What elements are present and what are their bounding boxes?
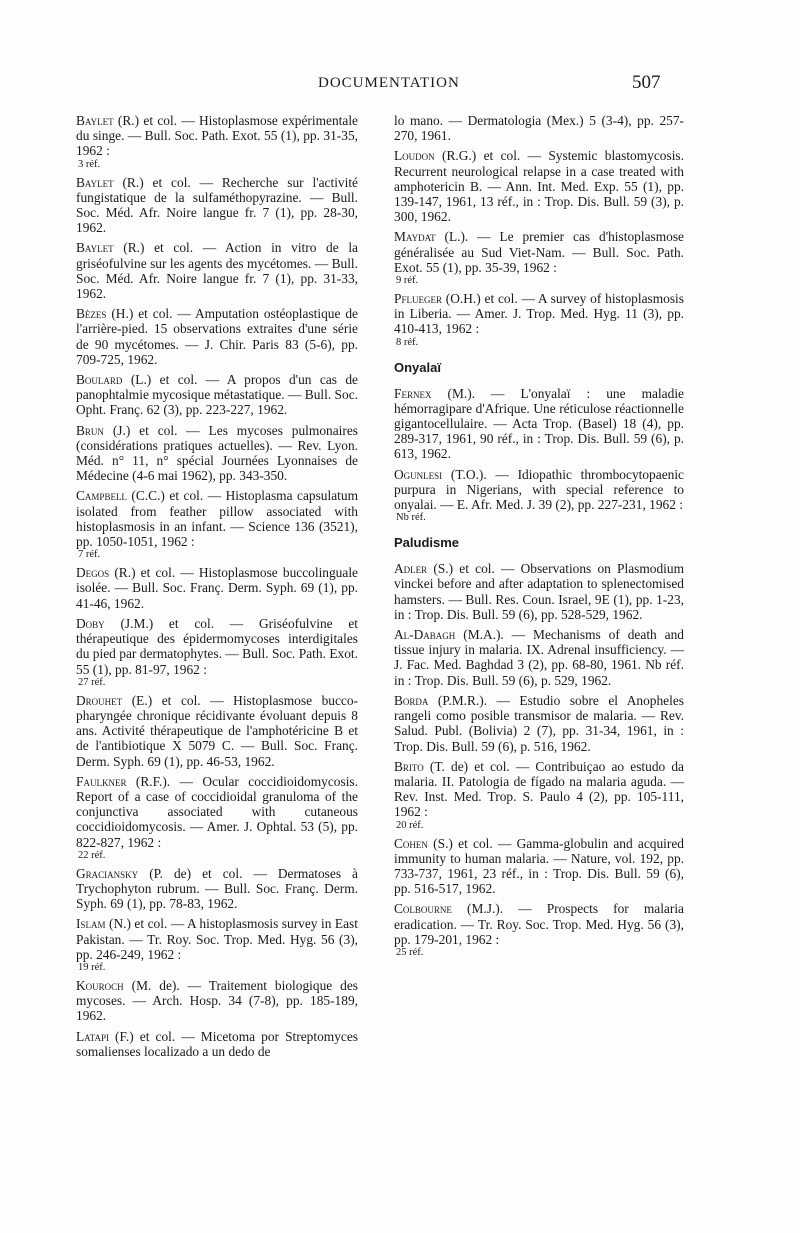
reference-count: 7 réf. [78, 549, 101, 561]
entry-text: (L.). — Le premier cas d'histoplasmose généralisée au Sud Viet-Nam. — Bull. Soc. Path. Exot. 55 (1), pp. 35-39, 1962 : [394, 229, 684, 275]
reference-count: 22 réf. [78, 849, 106, 861]
author-name: Kouroch [76, 977, 124, 993]
entry-text: (J.) et col. — Les mycoses pulmonaires (considérations pratiques actuelles). — Rev. Lyon. Méd. n° 11, n° spécial Journées Lyonnaises de Médecine (4-6 mai 1962), pp. 343-350. [76, 422, 358, 484]
author-name: Maydat [394, 229, 436, 245]
entry-text: (M.J.). — Prospects for malaria eradication. — Tr. Roy. Soc. Trop. Med. Hyg. 56 (3), pp. 179-201, 1962 : [394, 901, 684, 947]
entry-text: (T.O.). — Idiopathic thrombocytopaenic purpura in Nigerians, with special reference to onyalai. — E. Afr. Med. J. 39 (2), pp. 227-231, 1962 : [394, 466, 684, 513]
bibliography-entry [76, 565, 358, 611]
author-name: Faulkner [76, 773, 127, 789]
entry-text: (R.) et col. — Action in vitro de la griséofulvine sur les agents des mycétomes. — Bull. Soc. Méd. Afr. Noire langue fr. 7 (1), pp. 31-33, 1962. [76, 240, 358, 302]
author-name: Graciansky [76, 865, 139, 881]
author-name: Bèzes [76, 306, 107, 322]
author-name: Baylet [76, 240, 114, 256]
section-heading-onyalai: Onyalaï [394, 359, 441, 375]
bibliography-entry [76, 1029, 358, 1059]
reference-count: 27 réf. [78, 676, 106, 688]
author-name: Colbourne [394, 901, 452, 917]
entry-text: (N.) et col. — A histoplasmosis survey in East Pakistan. — Tr. Roy. Soc. Trop. Med. Hyg. 56 (3), pp. 246-249, 1962 : [76, 916, 358, 962]
entry-text: (T. de) et col. — Contribuiçao ao estudo da malaria. II. Patologia de fígado na malaria aguda. — Rev. Inst. Med. Trop. S. Paulo 4 (2), pp. 105-111, 1962 : [394, 758, 684, 820]
author-name: Drouhet [76, 692, 123, 708]
bibliography-entry [76, 978, 358, 1024]
author-name: Islam [76, 916, 106, 932]
left-column [76, 113, 358, 1064]
bibliography-entry [76, 240, 358, 301]
bibliography-entry [394, 901, 684, 958]
bibliography-entry [394, 386, 684, 462]
entry-text: (C.C.) et col. — Histoplasma capsulatum isolated from feather pillow associated with histoplasmosis in an infant. — Science 136 (3521), pp. 1050-1051, 1962 : [76, 488, 358, 550]
author-name: Baylet [76, 174, 114, 190]
page-header [0, 72, 800, 96]
author-name: Brito [394, 758, 424, 774]
author-name: Ogunlesi [394, 466, 443, 482]
bibliography-entry [76, 306, 358, 367]
bibliography-entry [394, 693, 684, 754]
author-name: Fernex [394, 385, 432, 401]
bibliography-entry [76, 113, 358, 170]
bibliography-entry [394, 291, 684, 348]
entry-text: (E.) et col. — Histoplasmose bucco-pharyngée chronique récidivante évoluant depuis 8 ans. Activité thérapeutique de l'amphotéricine B et de l'antibiotique X 5079 C. — Bull. Soc. Franç. Derm. Syph. 69 (1), pp. 46-53, 1962. [76, 692, 358, 769]
author-name: Brun [76, 422, 104, 438]
bibliography-entry [76, 423, 358, 484]
entry-text: (R.) et col. — Recherche sur l'activité fungistatique de la sulfaméthopyrazine. — Bull. Soc. Méd. Afr. Noire langue fr. 7 (1), pp. 28-30, 1962. [76, 174, 358, 236]
entry-text: (P. de) et col. — Dermatoses à Trychophyton rubrum. — Bull. Soc. Franç. Derm. Syph. 69 (1), pp. 78-83, 1962. [76, 865, 358, 912]
author-name: Doby [76, 615, 105, 631]
bibliography-entry [394, 759, 684, 831]
author-name: Baylet [76, 113, 114, 128]
entry-text: (R.F.). — Ocular coccidioidomycosis. Report of a case of coccidioidal granuloma of the conjunctiva associated with cutaneous coccidioidomycosis. — Amer. J. Ophtal. 53 (5), pp. 822-827, 1962 : [76, 773, 358, 850]
author-name: Loudon [394, 148, 435, 164]
bibliography-entry [394, 148, 684, 224]
bibliography-entry [76, 774, 358, 861]
bibliography-entry [394, 229, 684, 286]
author-name: Boulard [76, 372, 123, 388]
reference-count: 8 réf. [396, 336, 419, 348]
entry-text: (H.) et col. — Amputation ostéoplastique de l'arrière-pied. 15 observations extraites d'une série de 90 mycétomes. — J. Chir. Paris 83 (5-6), pp. 709-725, 1962. [76, 306, 358, 367]
reference-count: 19 réf. [78, 961, 106, 973]
entry-text: (M.A.). — Mechanisms of death and tissue injury in malaria. IX. Adrenal insufficiency. — J. Fac. Med. Baghdad 3 (2), pp. 68-80, 1961. Nb réf. in : Trop. Dis. Bull. 59 (6), p. 529, 1962. [394, 627, 684, 688]
bibliography-entry [76, 916, 358, 973]
entry-text: (M. de). — Traitement biologique des mycoses. — Arch. Hosp. 34 (7-8), pp. 185-189, 1962. [76, 977, 358, 1024]
entry-text: (R.) et col. — Histoplasmose buccolinguale isolée. — Bull. Soc. Franç. Derm. Syph. 69 (1), pp. 41-46, 1962. [76, 565, 358, 611]
bibliography-entry [394, 836, 684, 897]
section-heading-paludisme: Paludisme [394, 535, 460, 551]
entry-text: (S.) et col. — Observations on Plasmodium vinckei before and after adaptation to splenectomised hamsters. — Bull. Res. Coun. Israel, 9E (1), pp. 1-23, in : Trop. Dis. Bull. 59 (6), pp. 528-529, 1962. [394, 561, 684, 622]
author-name: Campbell [76, 488, 127, 504]
entry-text: (O.H.) et col. — A survey of histoplasmosis in Liberia. — Amer. J. Trop. Med. Hyg. 11 (3), pp. 410-413, 1962 : [394, 291, 684, 337]
author-name: Latapi [76, 1028, 109, 1044]
right-column [394, 113, 684, 963]
entry-text: (S.) et col. — Gamma-globulin and acquired immunity to human malaria. — Nature, vol. 192, pp. 733-737, 1961, 23 réf., in : Trop. Dis. Bull. 59 (6), pp. 516-517, 1962. [394, 835, 684, 897]
entry-text: (M.). — L'onyalaï : une maladie hémorragipare d'Afrique. Une réticulose réactionnelle gigantocellulaire. — Acta Trop. (Basel) 18 (4), pp. 289-317, 1961, 90 réf., in : Trop. Dis. Bull. 59 (6), p. 613, 1962. [394, 385, 684, 462]
bibliography-entry [76, 693, 358, 769]
bibliography-entry [76, 372, 358, 418]
reference-count: Nb réf. [396, 512, 426, 524]
bibliography-entry [76, 866, 358, 912]
running-title: DOCUMENTATION [318, 75, 460, 91]
reference-count: 25 réf. [396, 946, 424, 958]
entry-text: lo mano. — Dermatologia (Mex.) 5 (3-4), pp. 257-270, 1961. [394, 113, 684, 144]
author-name: Borda [394, 692, 429, 708]
bibliography-entry [76, 175, 358, 236]
entry-text: (J.M.) et col. — Griséofulvine et thérapeutique des épidermomycoses interdigitales du pied par dermatophytes. — Bull. Soc. Path. Exot. 55 (1), pp. 81-97, 1962 : [76, 615, 358, 677]
bibliography-entry [76, 616, 358, 688]
entry-text: (R.G.) et col. — Systemic blastomycosis. Recurrent neurological relapse in a case treated with amphotericin B. — Ann. Int. Med. Exp. 55 (1), pp. 139-147, 1961, 13 réf., in : Trop. Dis. Bull. 59 (3), p. 300, 1962. [394, 148, 684, 225]
author-name: Pflueger [394, 291, 442, 307]
entry-text: (F.) et col. — Micetoma por Streptomyces somalienses localizado a un dedo de [76, 1028, 358, 1059]
bibliography-entry [394, 113, 684, 143]
bibliography-entry [76, 488, 358, 560]
author-name: Adler [394, 561, 428, 577]
bibliography-entry [394, 627, 684, 688]
entry-text: (P.M.R.). — Estudio sobre el Anopheles rangeli como posible transmisor de malaria. — Rev. Salud. Publ. (Bolivia) 2 (7), pp. 31-34, 1961, in : Trop. Dis. Bull. 59 (6), p. 516, 1962. [394, 692, 684, 754]
entry-text: (L.) et col. — A propos d'un cas de panophtalmie mycosique métastatique. — Bull. Soc. Opht. Franç. 62 (3), pp. 223-227, 1962. [76, 372, 358, 418]
author-name: Al-Dabagh [394, 627, 456, 643]
entry-text: (R.) et col. — Histoplasmose expérimentale du singe. — Bull. Soc. Path. Exot. 55 (1), pp. 31-35, 1962 : [76, 113, 358, 159]
bibliography-entry [394, 561, 684, 622]
author-name: Degos [76, 565, 110, 581]
page-number: 507 [632, 72, 661, 93]
bibliography-entry [394, 467, 684, 524]
author-name: Cohen [394, 835, 428, 851]
reference-count: 3 réf. [78, 158, 101, 170]
reference-count: 20 réf. [396, 819, 424, 831]
reference-count: 9 réf. [396, 275, 419, 287]
